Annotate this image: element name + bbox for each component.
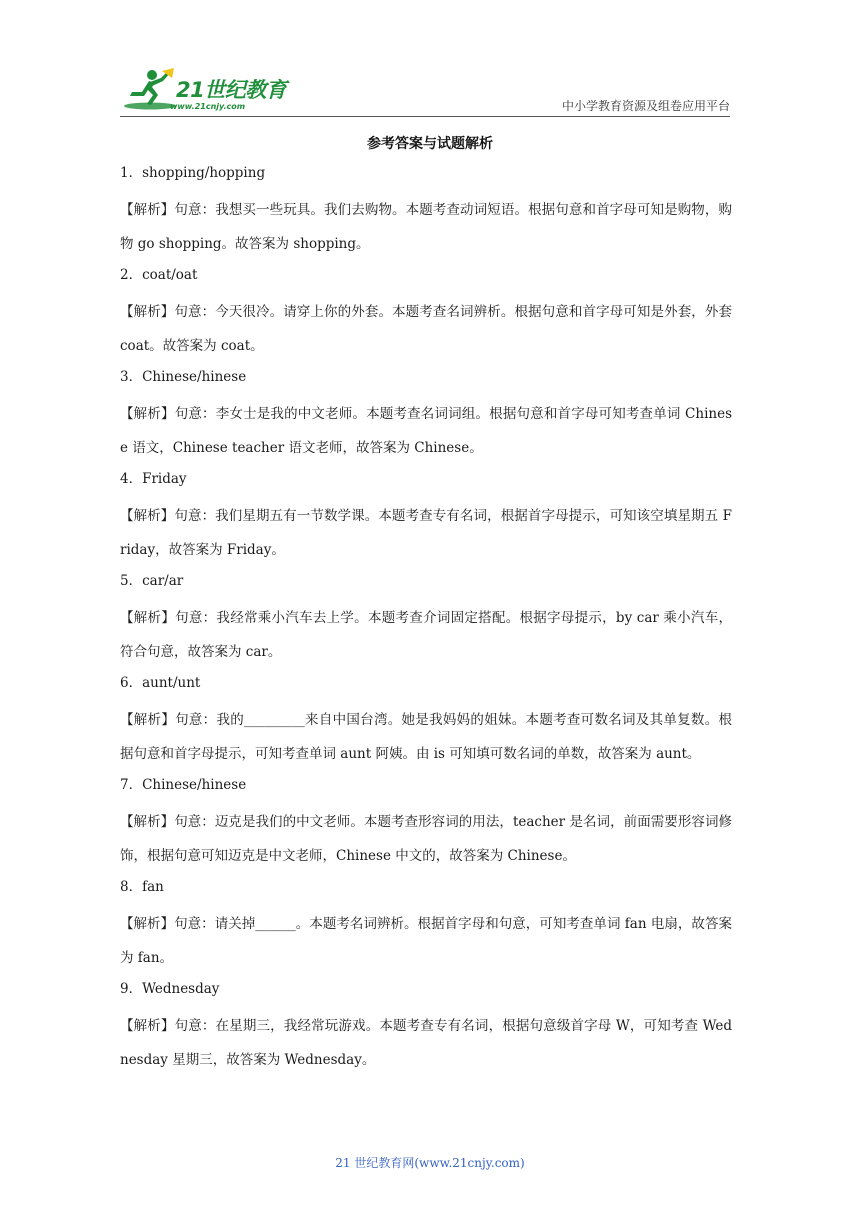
answer-line: 7．Chinese/hinese [120, 777, 247, 793]
explanation-text: 【解析】句意：我想买一些玩具。我们去购物。本题考查动词短语。根据句意和首字母可知是购物，购物 go shopping。故答案为 shopping。 [120, 202, 732, 252]
explanation-text: 【解析】句意：李女士是我的中文老师。本题考查名词词组。根据句意和首字母可知考查单词 Chinese 语文，Chinese teacher 语文老师，故答案为 Chinese。 [120, 406, 732, 456]
list-item [120, 159, 732, 261]
explanation-text: 【解析】句意：请关掉______。本题考名词辨析。根据首字母和句意，可知考查单词 fan 电扇，故答案为 fan。 [120, 916, 732, 966]
list-item [120, 465, 732, 567]
logo [120, 68, 290, 118]
page-title: 参考答案与试题解析 [367, 136, 493, 152]
list-item [120, 363, 732, 465]
runner-logo-icon [120, 68, 176, 112]
answer-line: 8．fan [120, 879, 164, 895]
answer-line: 1．shopping/hopping [120, 165, 266, 181]
list-item [120, 669, 732, 771]
list-item [120, 975, 732, 1077]
page-header [0, 0, 860, 122]
list-item [120, 771, 732, 873]
explanation-text: 【解析】句意：今天很冷。请穿上你的外套。本题考查名词辨析。根据句意和首字母可知是外套，外套 coat。故答案为 coat。 [120, 304, 732, 354]
answer-line: 5．car/ar [120, 573, 184, 589]
logo-text: 21世纪教育 [176, 78, 287, 102]
explanation-text: 【解析】句意：我经常乘小汽车去上学。本题考查介词固定搭配。根据字母提示，by car 乘小汽车，符合句意，故答案为 car。 [120, 610, 732, 660]
list-item [120, 261, 732, 363]
explanation-text: 【解析】句意：迈克是我们的中文老师。本题考查形容词的用法，teacher 是名词，前面需要形容词修饰，根据句意可知迈克是中文老师，Chinese 中文的，故答案为 Chinese。 [120, 814, 732, 864]
answer-line: 9．Wednesday [120, 981, 220, 997]
header-divider [120, 116, 730, 117]
list-item [120, 567, 732, 669]
footer-link[interactable]: 21 世纪教育网(www.21cnjy.com) [335, 1156, 525, 1170]
explanation-text: 【解析】句意：我的_________来自中国台湾。她是我妈妈的姐妹。本题考查可数名词及其单复数。根据句意和首字母提示，可知考查单词 aunt 阿姨。由 is 可知填可数名词的单数，故答案为 aunt。 [120, 712, 732, 762]
answer-line: 2．coat/oat [120, 267, 198, 283]
explanation-text: 【解析】句意：我们星期五有一节数学课。本题考查专有名词，根据首字母提示，可知该空填星期五 Friday，故答案为 Friday。 [120, 508, 732, 558]
logo-url: www.21cnjy.com [170, 102, 246, 111]
answer-line: 6．aunt/unt [120, 675, 201, 691]
answer-list [120, 159, 732, 1077]
list-item [120, 873, 732, 975]
platform-name: 中小学教育资源及组卷应用平台 [561, 99, 730, 113]
explanation-text: 【解析】句意：在星期三，我经常玩游戏。本题考查专有名词，根据句意级首字母 W，可知考查 Wednesday 星期三，故答案为 Wednesday。 [120, 1018, 732, 1068]
answer-line: 3．Chinese/hinese [120, 369, 247, 385]
answer-line: 4．Friday [120, 471, 187, 487]
